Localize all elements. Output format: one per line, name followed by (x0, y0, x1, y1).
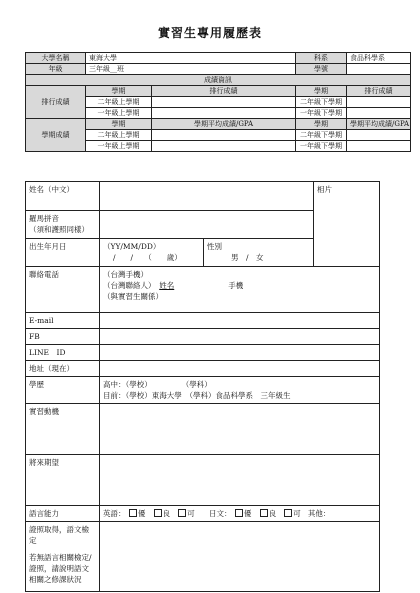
lang-label: 語言能力 (26, 506, 100, 522)
student-id-value[interactable] (347, 64, 411, 75)
col-rank: 排行成績 (152, 86, 296, 97)
en-ok-checkbox[interactable] (178, 509, 186, 517)
photo-label: 相片 (317, 185, 332, 194)
gender-options: 男 / 女 (231, 253, 264, 262)
col-semester: 學期 (296, 86, 347, 97)
semester-cell: 二年級下學期 (296, 97, 347, 108)
motive-label: 實習動機 (26, 404, 100, 455)
jp-ok-checkbox[interactable] (284, 509, 292, 517)
gender-label: 性別 (207, 242, 222, 251)
email-label: E-mail (26, 313, 100, 329)
line-label: LINE ID (26, 345, 100, 361)
roman-label (26, 211, 100, 239)
cert-field[interactable] (100, 522, 380, 592)
dept-label: 科系 (296, 53, 347, 64)
contact-label: 聯絡電話 (26, 267, 100, 313)
rank-cell[interactable] (152, 108, 296, 119)
semester-cell: 一年級下學期 (296, 141, 347, 152)
opt-label: 良 (268, 509, 277, 518)
photo-box[interactable] (314, 182, 380, 267)
roman-label-line2: （須和護照同樣） (29, 225, 89, 234)
rank-cell[interactable] (347, 97, 411, 108)
semester-cell: 二年級上學期 (86, 97, 152, 108)
col-gpa: 學期平均成績/GPA (152, 119, 296, 130)
grade-label: 年級 (26, 64, 86, 75)
address-label: 地址（現在） (26, 361, 100, 377)
lang-jp-label: 日文： (209, 509, 232, 518)
opt-label: 優 (243, 509, 252, 518)
dob-label: 出生年月日 (26, 239, 100, 267)
opt-label: 優 (137, 509, 146, 518)
en-excellent-checkbox[interactable] (129, 509, 137, 517)
dept-value[interactable]: 食品科學系 (347, 53, 411, 64)
semester-cell: 二年級下學期 (296, 130, 347, 141)
col-rank: 排行成績 (347, 86, 411, 97)
lang-field (100, 506, 380, 522)
page-title: 實習生專用履歷表 (157, 26, 262, 40)
emergency-phone: 手機 (228, 281, 244, 290)
col-gpa: 學期平均成績/GPA (347, 119, 411, 130)
email-field[interactable] (100, 313, 380, 329)
gpa-cell[interactable] (347, 141, 411, 152)
name-label: 姓名（中文） (26, 182, 100, 211)
lang-en-label: 英語： (103, 509, 126, 518)
line-field[interactable] (100, 345, 380, 361)
emergency-line (103, 280, 376, 291)
contact-field[interactable] (100, 267, 380, 313)
dob-format: （YY/MM/DD） (103, 242, 161, 251)
semester-cell: 二年級上學期 (86, 130, 152, 141)
opt-label: 良 (162, 509, 171, 518)
col-semester: 學期 (296, 119, 347, 130)
edu-high: 高中：（學校） （學科） (103, 380, 212, 389)
cert-note: 若無語言相關檢定/證照，請說明語文相關之修課狀況 (29, 553, 92, 584)
gpa-cell[interactable] (152, 130, 296, 141)
edu-label: 學歷 (26, 377, 100, 404)
opt-label: 可 (187, 509, 195, 518)
rank-cell[interactable] (347, 108, 411, 119)
en-good-checkbox[interactable] (154, 509, 162, 517)
col-semester: 學期 (86, 86, 152, 97)
name-field[interactable] (100, 182, 314, 211)
address-field[interactable] (100, 361, 380, 377)
edu-now: 目前：（學校）東海大學 （學科）食品科學系 三年級生 (103, 391, 291, 400)
grade-value[interactable]: 三年級__班 (86, 64, 296, 75)
semester-cell: 一年級下學期 (296, 108, 347, 119)
cert-label-cell (26, 522, 100, 592)
grades-section-title: 成績資訊 (26, 75, 411, 86)
rank-row-label: 排行成績 (26, 86, 86, 119)
jp-excellent-checkbox[interactable] (235, 509, 243, 517)
dob-field[interactable] (100, 239, 204, 267)
future-field[interactable] (100, 455, 380, 506)
phone-tw: （台灣手機） (103, 270, 148, 279)
semester-cell: 一年級上學期 (86, 108, 152, 119)
fb-field[interactable] (100, 329, 380, 345)
emergency-name: 姓名 (159, 281, 175, 290)
lang-other-label: 其他： (307, 509, 331, 518)
gpa-cell[interactable] (347, 130, 411, 141)
roman-label-line1: 羅馬拼音 (29, 214, 59, 223)
semester-cell: 一年級上學期 (86, 141, 152, 152)
motive-field[interactable] (100, 404, 380, 455)
col-semester: 學期 (86, 119, 152, 130)
relation: （與實習生關係） (103, 292, 163, 301)
roman-field[interactable] (100, 211, 314, 239)
cert-label: 證照取得，語文檢定 (29, 525, 89, 545)
gender-field[interactable] (204, 239, 314, 267)
gpa-cell[interactable] (152, 141, 296, 152)
school-label: 大學名稱 (26, 53, 86, 64)
future-label: 將來期望 (26, 455, 100, 506)
opt-label: 可 (293, 509, 301, 518)
emergency-label: （台灣聯絡人） (103, 281, 152, 290)
rank-cell[interactable] (152, 97, 296, 108)
resume-form-table (25, 181, 380, 592)
dob-blank: / / （ 歲） (113, 253, 182, 262)
school-value[interactable]: 東海大學 (86, 53, 296, 64)
student-id-label: 學號 (296, 64, 347, 75)
gpa-row-label: 學期成績 (26, 119, 86, 152)
jp-good-checkbox[interactable] (260, 509, 268, 517)
edu-field[interactable] (100, 377, 380, 404)
fb-label: FB (26, 329, 100, 345)
basic-info-table (25, 52, 411, 152)
